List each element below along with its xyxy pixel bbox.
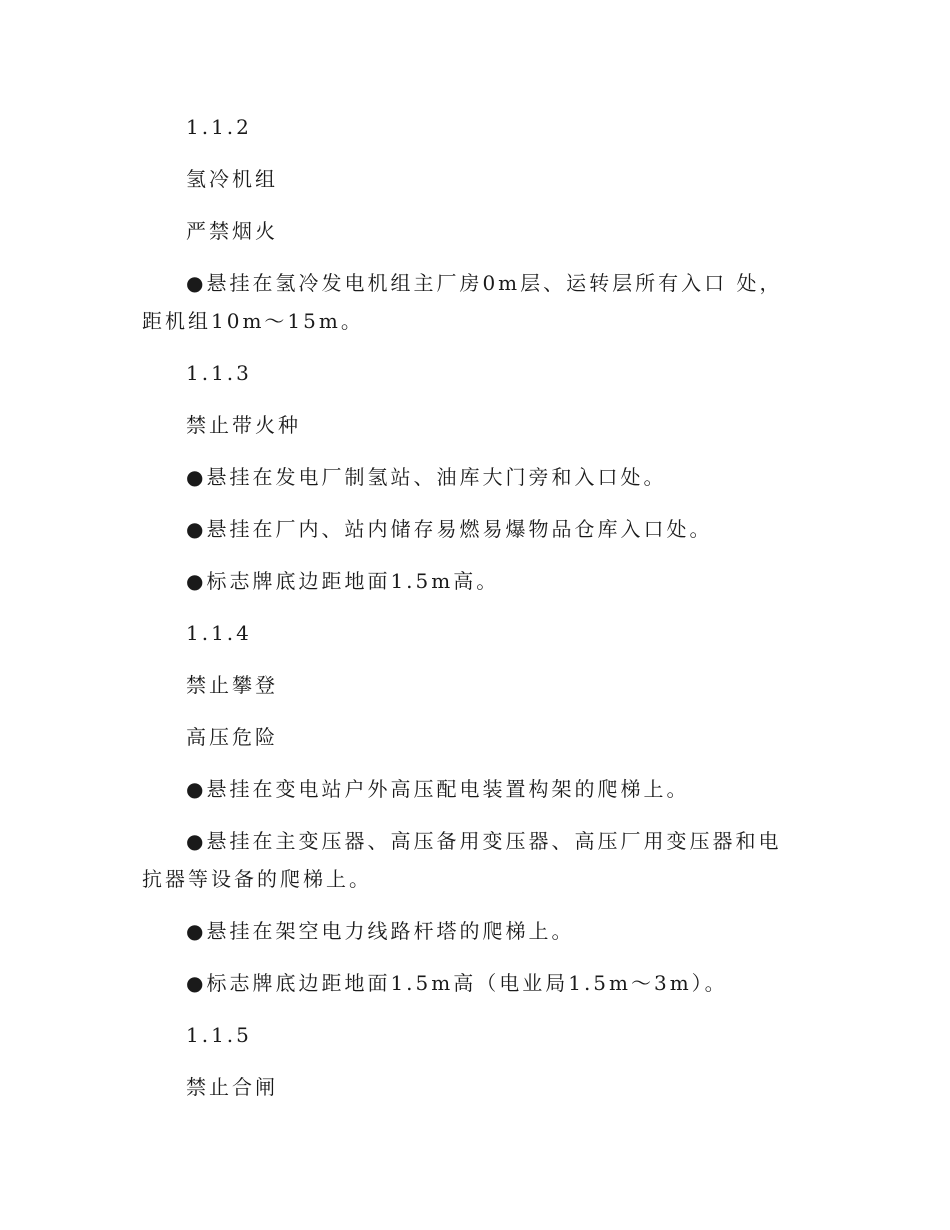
sign-title: 禁止合闸 xyxy=(186,1075,278,1099)
section-number-1-1-2: 1.1.2 xyxy=(186,115,252,139)
bullet-item: ●悬挂在主变压器、高压备用变压器、高压厂用变压器和电抗器等设备的爬梯上。 xyxy=(142,829,782,891)
document-body xyxy=(142,108,802,1120)
bullet-item: ●悬挂在变电站户外高压配电装置构架的爬梯上。 xyxy=(186,777,690,801)
sign-title: 氢冷机组 xyxy=(186,167,278,191)
bullet-item: ●悬挂在发电厂制氢站、油库大门旁和入口处。 xyxy=(186,465,667,489)
sign-title: 禁止带火种 xyxy=(186,413,301,437)
sign-title: 禁止攀登 xyxy=(186,673,278,697)
bullet-item: ●标志牌底边距地面1.5m高。 xyxy=(186,569,500,593)
section-number-1-1-5: 1.1.5 xyxy=(186,1023,252,1047)
bullet-item: ●悬挂在厂内、站内储存易燃易爆物品仓库入口处。 xyxy=(186,517,713,541)
bullet-item: ●悬挂在氢冷发电机组主厂房0m层、运转层所有入口 处，距机组10m～15m。 xyxy=(142,271,783,333)
bullet-item: ●悬挂在架空电力线路杆塔的爬梯上。 xyxy=(186,919,575,943)
section-number-1-1-4: 1.1.4 xyxy=(186,621,252,645)
sign-title: 严禁烟火 xyxy=(186,219,278,243)
sign-title: 高压危险 xyxy=(186,725,278,749)
bullet-item: ●标志牌底边距地面1.5m高（电业局1.5m～3m）。 xyxy=(186,971,728,995)
section-number-1-1-3: 1.1.3 xyxy=(186,361,252,385)
